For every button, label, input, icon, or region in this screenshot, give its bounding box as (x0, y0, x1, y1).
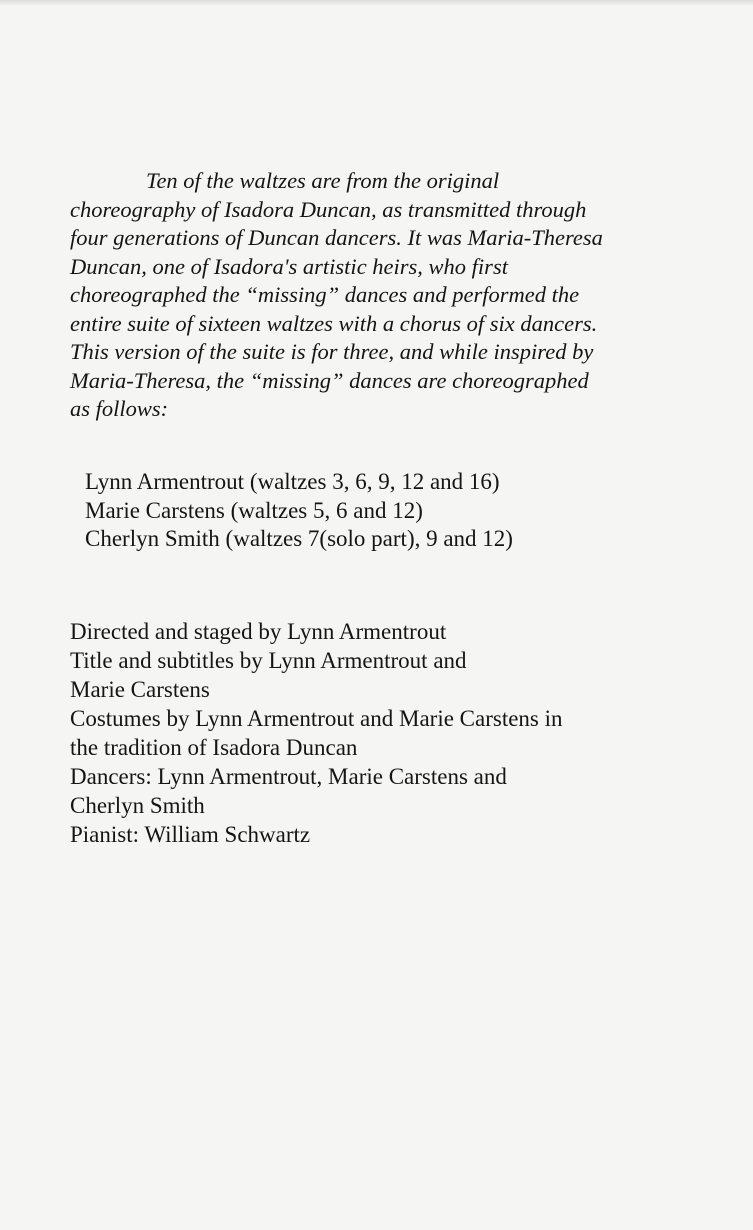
intro-line: entire suite of sixteen waltzes with a chorus of six dancers. (70, 310, 598, 336)
intro-line: choreographed the “missing” dances and performed the (70, 282, 580, 307)
production-line: Directed and staged by Lynn Armentrout (70, 619, 447, 644)
production-line: Marie Carstens (70, 677, 210, 702)
intro-line: Ten of the waltzes are from the original (146, 168, 500, 193)
production-line: the tradition of Isadora Duncan (70, 735, 358, 760)
intro-paragraph (70, 167, 660, 424)
intro-line: four generations of Duncan dancers. It was Maria-Theresa (70, 225, 603, 250)
production-line: Pianist: William Schwartz (70, 822, 311, 847)
production-line: Dancers: Lynn Armentrout, Marie Carstens and (70, 764, 507, 789)
choreographer-credit: Lynn Armentrout (waltzes 3, 6, 9, 12 and 16) (85, 469, 500, 494)
production-line: Title and subtitles by Lynn Armentrout and (70, 648, 467, 673)
intro-line: choreography of Isadora Duncan, as transmitted through (70, 196, 587, 222)
intro-line: This version of the suite is for three, and while inspired by (70, 339, 594, 364)
production-line: Cherlyn Smith (70, 793, 205, 818)
page-top-edge (0, 0, 753, 6)
intro-line: Duncan, one of Isadora's artistic heirs, who first (70, 253, 508, 279)
choreographer-credit: Marie Carstens (waltzes 5, 6 and 12) (85, 497, 423, 523)
choreographer-list (85, 468, 513, 554)
intro-line: Maria-Theresa, the “missing” dances are choreographed (70, 367, 589, 393)
intro-line: as follows: (70, 396, 169, 421)
production-line: Costumes by Lynn Armentrout and Marie Carstens in (70, 706, 563, 731)
choreographer-credit: Cherlyn Smith (waltzes 7(solo part), 9 and 12) (85, 526, 513, 551)
production-credits (70, 617, 563, 849)
